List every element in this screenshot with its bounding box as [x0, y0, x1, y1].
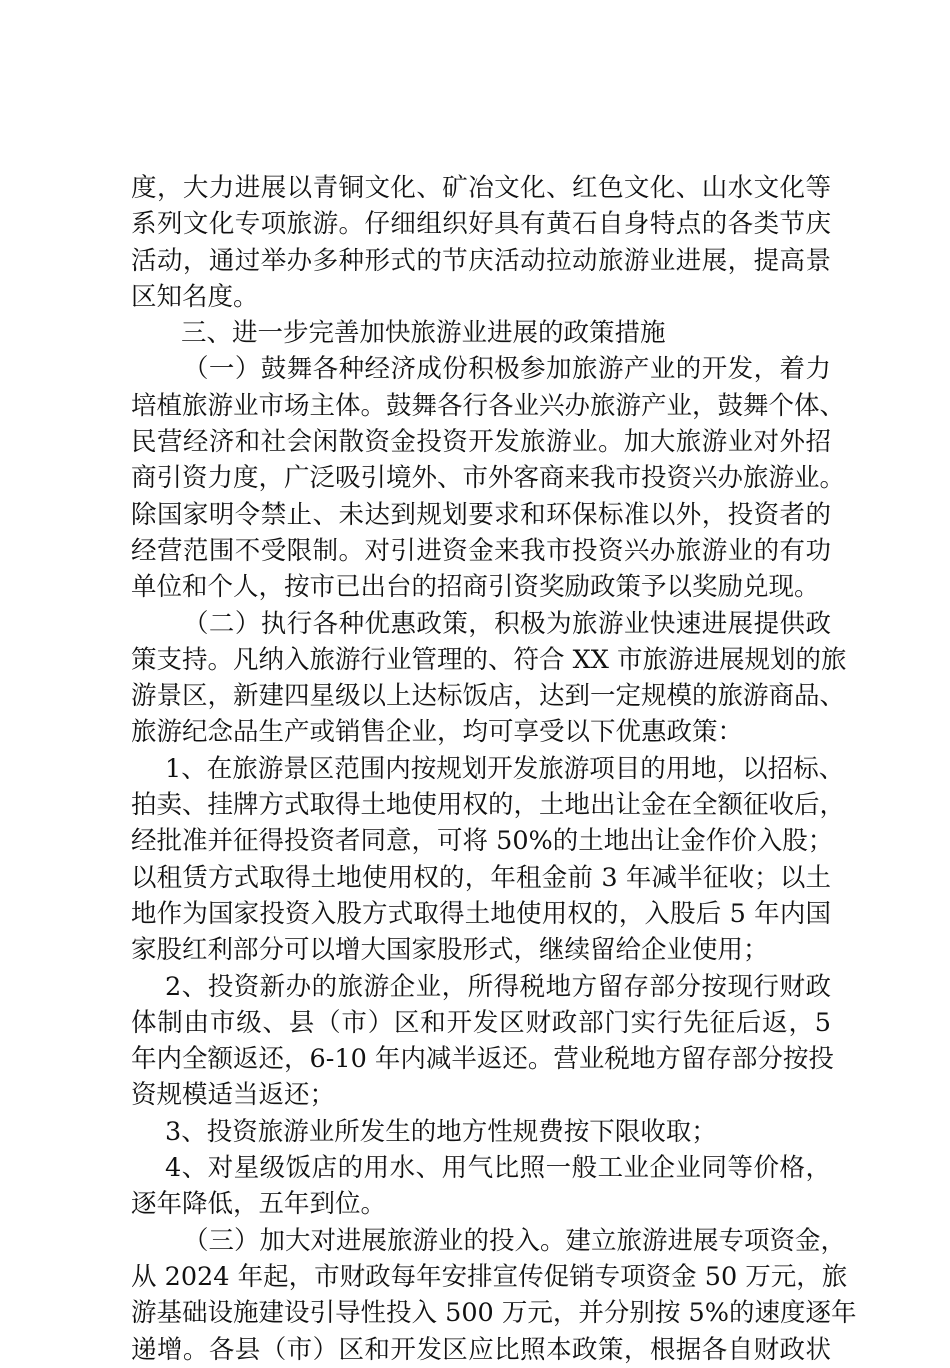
body-line: 活动，通过举办多种形式的节庆活动拉动旅游业进展，提高景 [131, 245, 831, 276]
body-line: 经营范围不受限制。对引进资金来我市投资兴办旅游业的有功 [131, 535, 831, 566]
body-line: 以租赁方式取得土地使用权的，年租金前 3 年减半征收；以土 [131, 862, 831, 893]
body-line: 单位和个人，按市已出台的招商引资奖励政策予以奖励兑现。 [131, 572, 820, 603]
body-line: 逐年降低，五年到位。 [131, 1189, 387, 1220]
body-line: 年内全额返还，6-10 年内减半返还。营业税地方留存部分按投 [131, 1044, 834, 1075]
body-line: 3、投资旅游业所发生的地方性规费按下限收取； [165, 1116, 717, 1147]
section-heading: 三、进一步完善加快旅游业进展的政策措施 [181, 318, 666, 349]
body-line: 经批准并征得投资者同意，可将 50%的土地出让金作价入股； [131, 826, 834, 857]
body-line: 1、在旅游景区范围内按规划开发旅游项目的用地，以招标、 [165, 753, 845, 784]
body-line: 区知名度。 [131, 281, 259, 312]
body-line: 除国家明令禁止、未达到规划要求和环保标准以外，投资者的 [131, 499, 831, 530]
body-line: 培植旅游业市场主体。鼓舞各行各业兴办旅游产业，鼓舞个体、 [131, 390, 846, 421]
document-body [131, 170, 857, 1368]
body-line: （一）鼓舞各种经济成份积极参加旅游产业的开发，着力 [183, 354, 831, 385]
body-line: 体制由市级、县（市）区和开发区财政部门实行先征后返，5 [131, 1007, 831, 1038]
body-line: 家股红利部分可以增大国家股形式，继续留给企业使用； [131, 935, 769, 966]
body-line: 地作为国家投资入股方式取得土地使用权的，入股后 5 年内国 [131, 898, 831, 929]
body-line: 度，大力进展以青铜文化、矿冶文化、红色文化、山水文化等 [131, 173, 831, 203]
body-line: 4、对星级饭店的用水、用气比照一般工业企业同等价格， [165, 1153, 831, 1184]
body-line: 旅游纪念品生产或销售企业，均可享受以下优惠政策： [131, 717, 744, 748]
body-line: （二）执行各种优惠政策，积极为旅游业快速进展提供政 [183, 608, 831, 639]
body-line: 游基础设施建设引导性投入 500 万元，并分别按 5%的速度逐年 [131, 1298, 857, 1329]
body-line: 资规模适当返还； [131, 1080, 336, 1111]
body-line: 递增。各县（市）区和开发区应比照本政策，根据各自财政状 [131, 1334, 831, 1365]
body-line: 拍卖、挂牌方式取得土地使用权的，土地出让金在全额征收后， [131, 790, 846, 821]
body-line: 商引资力度，广泛吸引境外、市外客商来我市投资兴办旅游业。 [131, 463, 846, 494]
body-line: 系列文化专项旅游。仔细组织好具有黄石自身特点的各类节庆 [131, 209, 831, 240]
body-line: 从 2024 年起，市财政每年安排宣传促销专项资金 50 万元，旅 [131, 1261, 848, 1292]
body-line: （三）加大对进展旅游业的投入。建立旅游进展专项资金， [183, 1225, 847, 1256]
body-line: 2、投资新办的旅游企业，所得税地方留存部分按现行财政 [165, 971, 831, 1002]
body-line: 策支持。凡纳入旅游行业管理的、符合 XX 市旅游进展规划的旅 [131, 644, 847, 675]
body-line: 民营经济和社会闲散资金投资开发旅游业。加大旅游业对外招 [131, 427, 831, 458]
body-line: 游景区，新建四星级以上达标饭店，达到一定规模的旅游商品、 [131, 681, 846, 712]
